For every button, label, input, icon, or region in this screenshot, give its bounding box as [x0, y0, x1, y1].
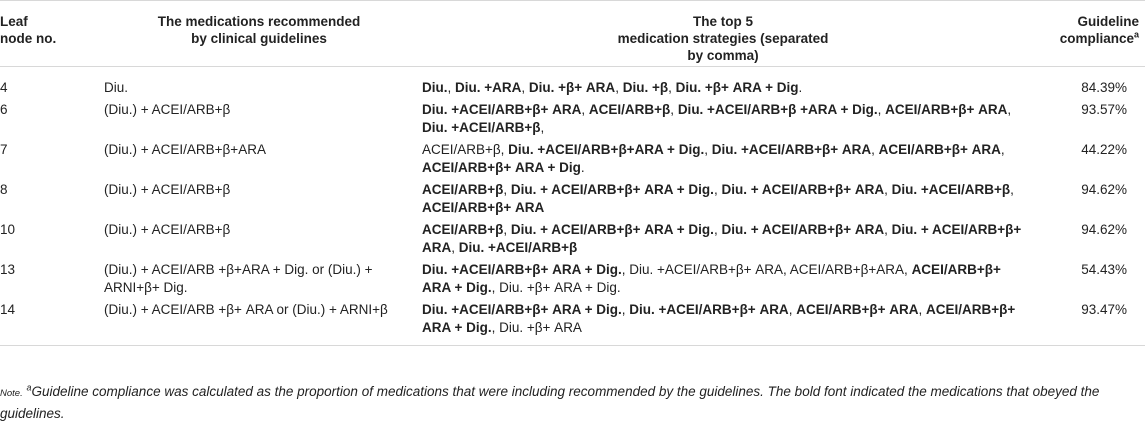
- cell-compliance: 94.62%: [1081, 222, 1127, 237]
- header-compliance-sup: a: [1133, 29, 1139, 40]
- strategy-compliant: Diu. + ACEI/ARB+β+ ARA + Dig.: [510, 182, 714, 197]
- strategy-compliant: Diu. +ACEI/ARB+β: [458, 240, 578, 255]
- table-body: [0, 67, 1145, 346]
- cell-strategies: [418, 299, 1028, 346]
- strategy-text: ,: [581, 102, 589, 117]
- strategy-compliant: ACEI/ARB+β+ ARA: [885, 102, 1008, 117]
- cell-leaf-node: 13: [0, 262, 16, 277]
- cell-leaf-node: 4: [0, 80, 8, 95]
- cell-strategies: [418, 219, 1028, 259]
- table-row: [0, 219, 1145, 259]
- strategy-text: ACEI/ARB+β,: [422, 142, 509, 157]
- header-recommended: [100, 1, 418, 67]
- cell-recommended: Diu.: [104, 80, 129, 95]
- cell-strategies: [418, 259, 1028, 299]
- footnote-sup: a: [26, 382, 32, 393]
- strategy-text: ,: [713, 222, 722, 237]
- strategy-text: ,: [918, 302, 926, 317]
- cell-recommended: (Diu.) + ACEI/ARB +β+ ARA or (Diu.) + ARNI+β: [104, 302, 388, 317]
- cell-strategies: [418, 67, 1028, 100]
- cell-compliance: 93.47%: [1081, 302, 1127, 317]
- strategy-text: ,: [884, 222, 892, 237]
- header-recommended-text: The medications recommended by clinical guidelines: [157, 14, 361, 46]
- strategy-text: ,: [451, 240, 459, 255]
- footnote-text: Guideline compliance was calculated as the proportion of medications that were including recommended by the guidelines. The bold font indicated the medications that obeyed the guidelines.: [0, 384, 1100, 421]
- cell-strategies: [418, 179, 1028, 219]
- cell-leaf-node: 10: [0, 222, 16, 237]
- strategy-compliant: Diu. + ACEI/ARB+β+ ARA: [422, 222, 1022, 255]
- strategy-compliant: Diu. +β: [622, 80, 669, 95]
- cell-leaf-node: 14: [0, 302, 16, 317]
- strategy-compliant: Diu. +β+ ARA + Dig: [675, 80, 799, 95]
- cell-leaf-node: 7: [0, 142, 8, 157]
- strategy-text: ,: [668, 80, 676, 95]
- cell-compliance: 54.43%: [1081, 262, 1127, 277]
- strategy-text: , Diu. +ACEI/ARB+β+ ARA, ACEI/ARB+β+ARA,: [621, 262, 912, 277]
- strategy-text: ,: [503, 222, 511, 237]
- cell-recommended: (Diu.) + ACEI/ARB+β: [104, 182, 231, 197]
- footnote-label: Note.: [0, 388, 23, 399]
- table-row: [0, 99, 1145, 139]
- strategy-compliant: Diu. + ACEI/ARB+β+ ARA + Dig.: [510, 222, 714, 237]
- strategy-text: ,: [871, 142, 879, 157]
- cell-compliance: 84.39%: [1081, 80, 1127, 95]
- strategy-compliant: ACEI/ARB+β+ ARA + Dig: [422, 160, 581, 175]
- strategy-text: ,: [615, 80, 623, 95]
- strategy-compliant: Diu. +ACEI/ARB+β+ ARA: [711, 142, 872, 157]
- cell-recommended: (Diu.) + ACEI/ARB+β+ARA: [104, 142, 266, 157]
- strategy-compliant: ACEI/ARB+β: [422, 222, 504, 237]
- strategy-text: ,: [621, 302, 630, 317]
- strategy-compliant: Diu. +ACEI/ARB+β+ ARA: [422, 102, 582, 117]
- strategy-text: ,: [670, 102, 678, 117]
- strategy-text: .: [580, 160, 585, 175]
- strategy-text: ,: [540, 120, 545, 135]
- header-top5: [418, 1, 1028, 67]
- strategy-text: ,: [788, 302, 797, 317]
- strategy-text: ,: [884, 182, 892, 197]
- header-top5-text: The top 5 medication strategies (separated by comma): [617, 14, 829, 63]
- cell-recommended: (Diu.) + ACEI/ARB+β: [104, 222, 231, 237]
- cell-leaf-node: 6: [0, 102, 8, 117]
- header-compliance-text: Guideline compliance: [1059, 14, 1139, 46]
- cell-strategies: [418, 99, 1028, 139]
- strategy-text: ,: [1000, 142, 1005, 157]
- cell-compliance: 44.22%: [1081, 142, 1127, 157]
- table-row: [0, 259, 1145, 299]
- strategy-text: ,: [704, 142, 712, 157]
- strategy-compliant: Diu. + ACEI/ARB+β+ ARA: [721, 222, 885, 237]
- table-row: [0, 299, 1145, 346]
- cell-compliance: 94.62%: [1081, 182, 1127, 197]
- strategy-compliant: ACEI/ARB+β+ ARA + Dig.: [422, 302, 1016, 335]
- strategy-compliant: Diu. +ARA: [455, 80, 522, 95]
- strategy-compliant: Diu. +ACEI/ARB+β+ ARA + Dig.: [422, 302, 622, 317]
- strategy-text: ,: [877, 102, 886, 117]
- header-compliance: [1028, 1, 1145, 67]
- cell-recommended: (Diu.) + ACEI/ARB +β+ARA + Dig. or (Diu.) + ARNI+β+ Dig.: [104, 262, 373, 295]
- strategy-text: ,: [447, 80, 456, 95]
- strategy-text: .: [798, 80, 803, 95]
- table-row: [0, 139, 1145, 179]
- cell-recommended: (Diu.) + ACEI/ARB+β: [104, 102, 231, 117]
- strategy-compliant: Diu. +ACEI/ARB+β+ ARA: [629, 302, 789, 317]
- strategy-compliant: Diu.: [422, 80, 448, 95]
- strategy-text: ,: [521, 80, 529, 95]
- header-leaf-node: [0, 1, 100, 67]
- strategy-text: , Diu. +β+ ARA + Dig.: [491, 280, 621, 295]
- strategy-text: ,: [503, 182, 511, 197]
- strategy-compliant: ACEI/ARB+β+ ARA: [422, 200, 545, 215]
- strategy-compliant: Diu. + ACEI/ARB+β+ ARA: [721, 182, 885, 197]
- strategy-compliant: ACEI/ARB+β: [422, 182, 504, 197]
- strategy-compliant: Diu. +ACEI/ARB+β+ARA + Dig.: [508, 142, 705, 157]
- table-header: [0, 1, 1145, 67]
- strategy-compliant: Diu. +ACEI/ARB+β+ ARA + Dig.: [422, 262, 622, 277]
- cell-leaf-node: 8: [0, 182, 8, 197]
- cell-strategies: [418, 139, 1028, 179]
- strategy-compliant: Diu. +β+ ARA: [528, 80, 616, 95]
- strategy-compliant: ACEI/ARB+β+ ARA: [796, 302, 919, 317]
- strategy-text: , Diu. +β+ ARA: [491, 320, 582, 335]
- strategy-text: ,: [713, 182, 722, 197]
- strategy-compliant: Diu. +ACEI/ARB+β +ARA + Dig.: [677, 102, 878, 117]
- table-row: [0, 179, 1145, 219]
- strategy-compliant: ACEI/ARB+β+ ARA: [878, 142, 1001, 157]
- strategy-compliant: Diu. +ACEI/ARB+β: [422, 120, 541, 135]
- strategy-text: ,: [1007, 102, 1012, 117]
- strategy-compliant: ACEI/ARB+β: [588, 102, 671, 117]
- table-row: [0, 67, 1145, 100]
- header-leaf-text: Leaf node no.: [0, 14, 57, 46]
- strategy-compliant: ACEI/ARB+β+ ARA + Dig.: [422, 262, 1001, 295]
- table-footnote: [0, 382, 1140, 424]
- strategy-text: ,: [1010, 182, 1014, 197]
- cell-compliance: 93.57%: [1081, 102, 1127, 117]
- strategy-compliant: Diu. +ACEI/ARB+β: [891, 182, 1011, 197]
